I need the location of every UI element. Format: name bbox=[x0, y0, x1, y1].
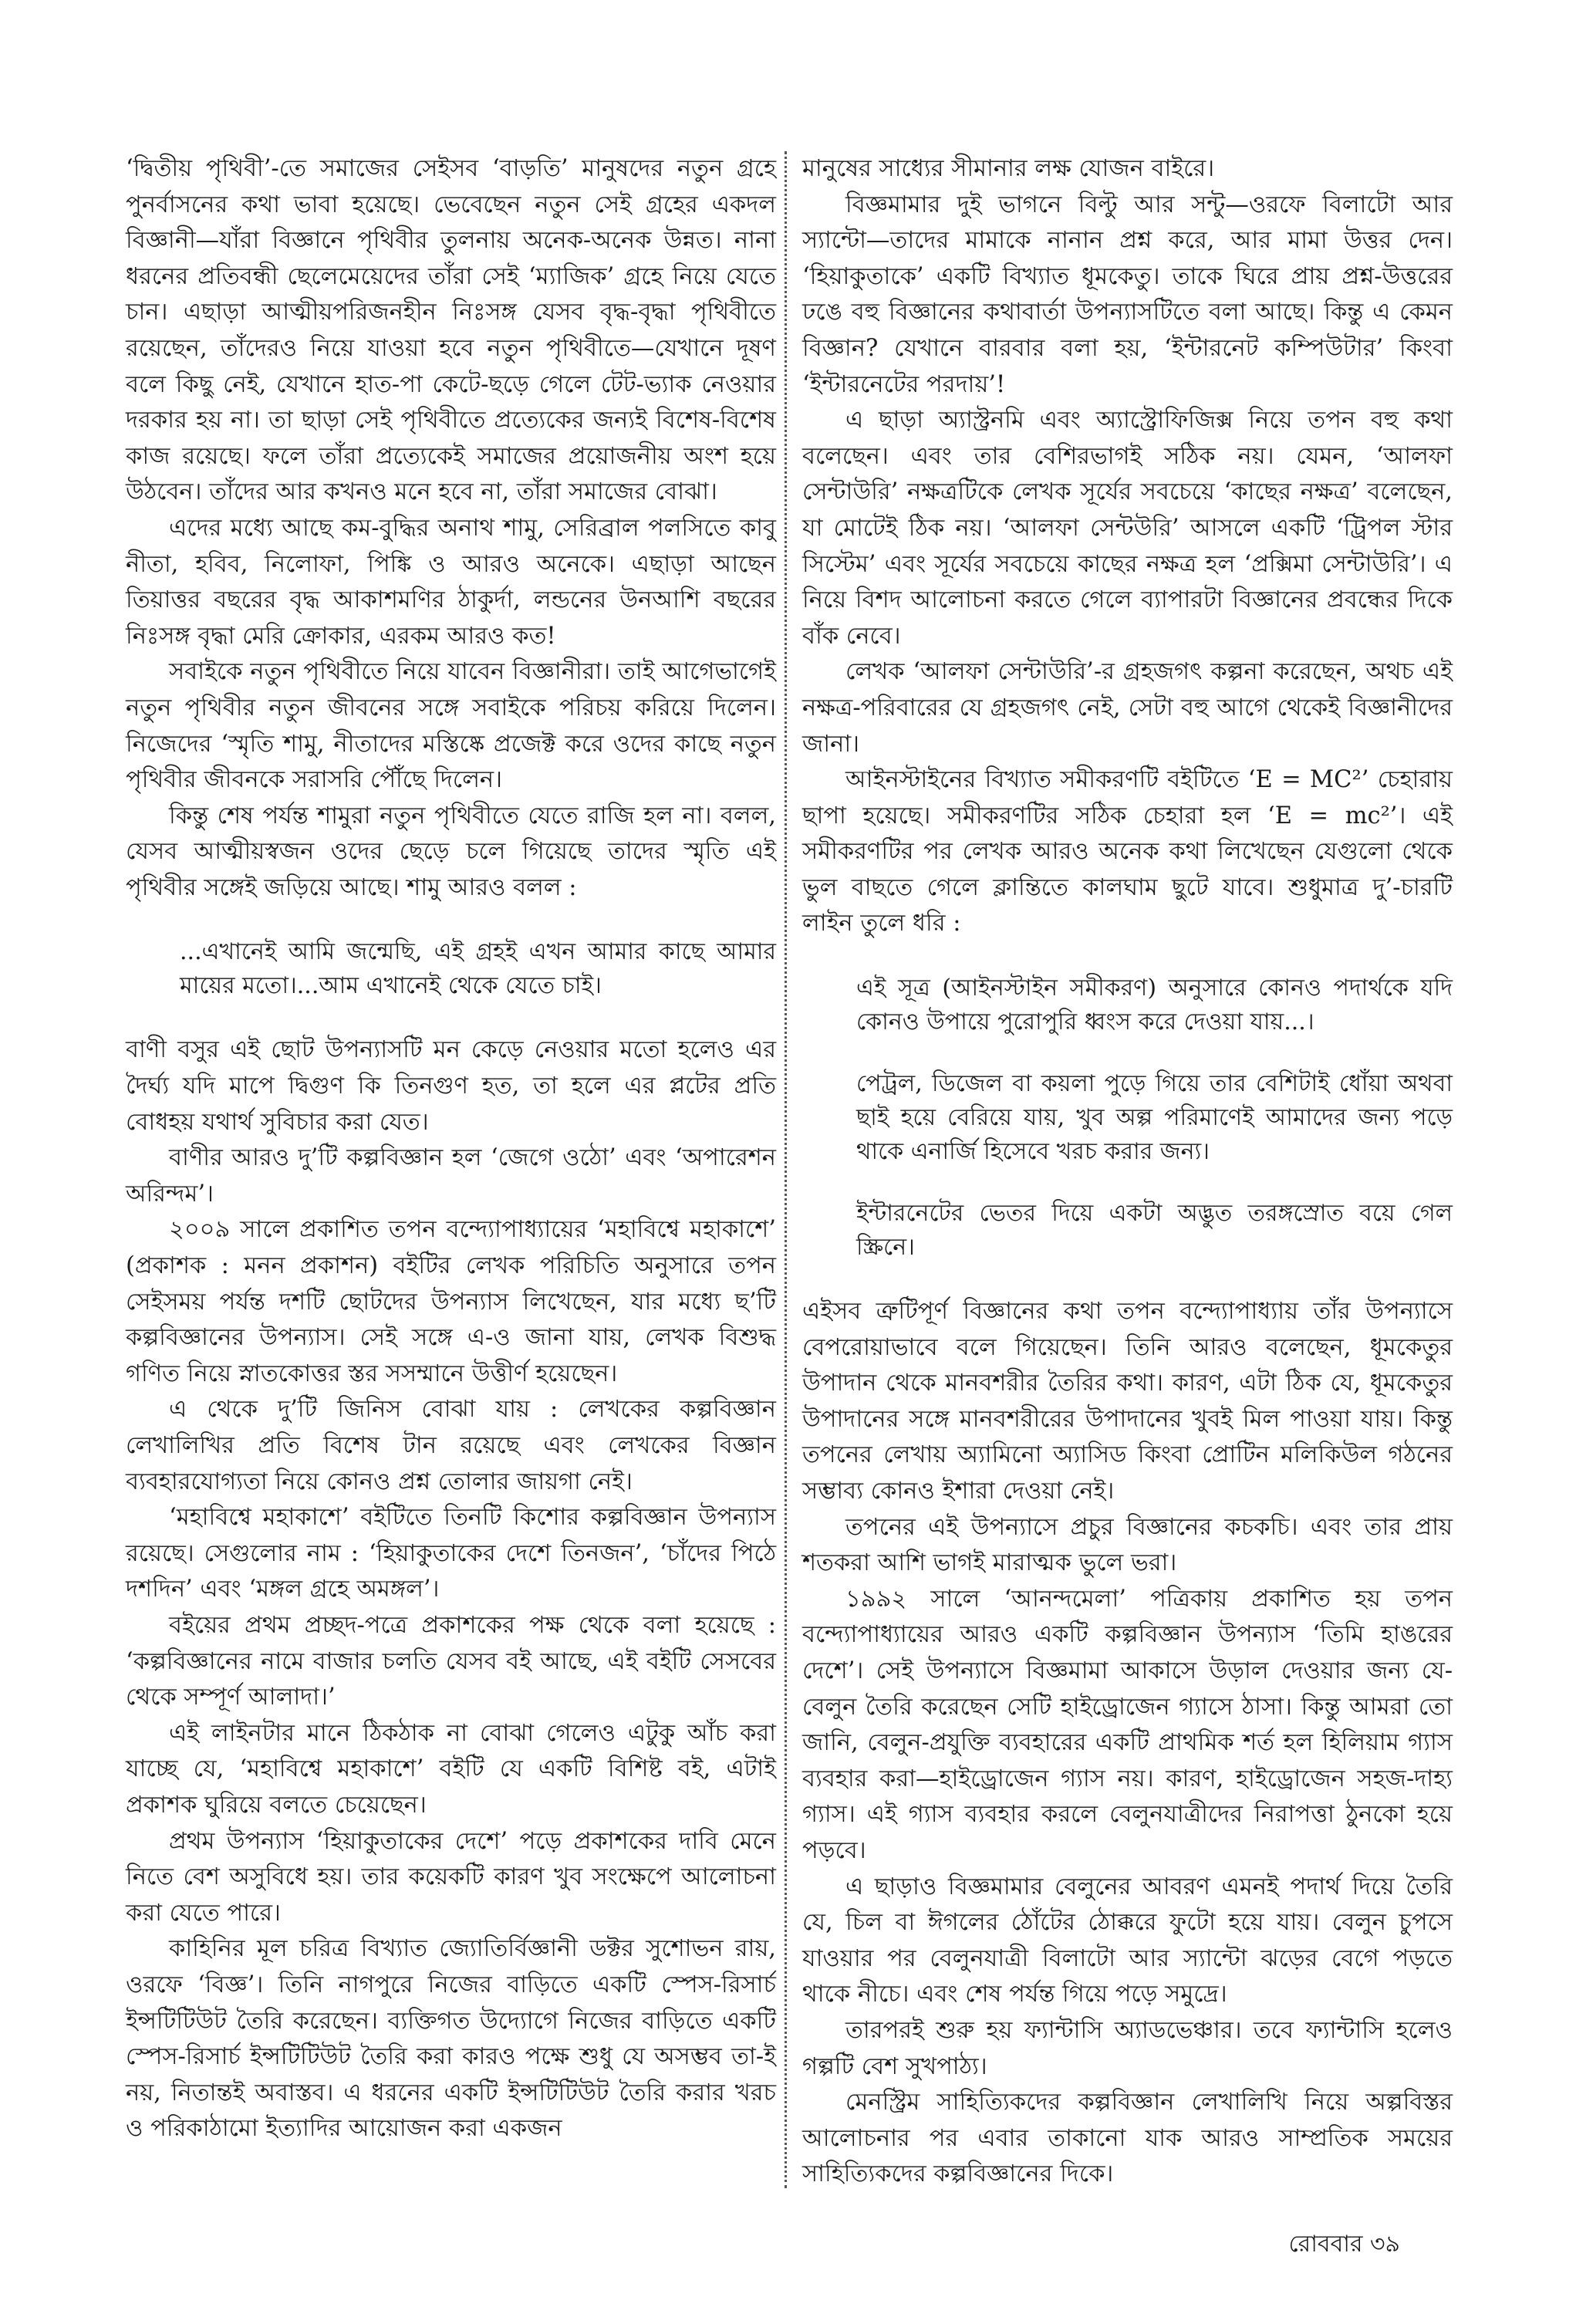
paragraph: এইসব ত্রুটিপূর্ণ বিজ্ঞানের কথা তপন বন্দ্যোপাধ্যায় তাঁর উপন্যাসে বেপরোয়াভাবে বলে গিয়েছেন। তিনি আরও বলেছেন, ধূমকেতুর উপাদান থেকে মানবশরীর তৈরির কথা। কারণ, এটা ঠিক যে, ধূমকেতুর উপাদানের সঙ্গে মানবশরীরের উপাদানের খুবই মিল পাওয়া যায়। কিন্তু তপনের লেখায় অ্যামিনো অ্যাসিড কিংবা প্রোটিন মলিকিউল গঠনের সম্ভাব্য কোনও ইশারা দেওয়া নেই। bbox=[802, 1298, 1453, 1505]
left-column bbox=[126, 151, 776, 2147]
paragraph: এ ছাড়াও বিজ্ঞমামার বেলুনের আবরণ এমনই পদার্থ দিয়ে তৈরি যে, চিল বা ঈগলের ঠোঁটের ঠোক্করে ফুটো হয়ে যায়। বেলুন চুপসে যাওয়ার পর বেলুনযাত্রী বিলাটো আর স্যান্টো ঝড়ের বেগে পড়তে থাকে নীচে। এবং শেষ পর্যন্ত গিয়ে পড়ে সমুদ্রে। bbox=[802, 1873, 1453, 2008]
paragraph: কিন্তু শেষ পর্যন্ত শামুরা নতুন পৃথিবীতে যেতে রাজি হল না। বলল, যেসব আত্মীয়স্বজন ওদের ছেড়ে চলে গিয়েছে তাদের স্মৃতি এই পৃথিবীর সঙ্গেই জড়িয়ে আছে। শামু আরও বলল : bbox=[126, 802, 776, 901]
quote-text: পেট্রল, ডিজেল বা কয়লা পুড়ে গিয়ে তার বেশিটাই ধোঁয়া অথবা ছাই হয়ে বেরিয়ে যায়, খুব অল্প পরিমাণেই আমাদের জন্য পড়ে থাকে এনার্জি হিসেবে খরচ করার জন্য। bbox=[856, 1070, 1453, 1166]
quote-text: ...এখানেই আমি জন্মেছি, এই গ্রহই এখন আমার কাছে আমার মায়ের মতো।...আম এখানেই থেকে যেতে চাই। bbox=[180, 938, 776, 1000]
paragraph: বিজ্ঞমামার দুই ভাগনে বিল্টু আর সন্টু—ওরফে বিলাটো আর স্যান্টো—তাদের মামাকে নানান প্রশ্ন করে, আর মামা উত্তর দেন। ‘হিয়াকুতাকে’ একটি বিখ্যাত ধূমকেতু। তাকে ঘিরে প্রায় প্রশ্ন-উত্তরের ঢঙে বহু বিজ্ঞানের কথাবার্তা উপন্যাসটিতে বলা আছে। কিন্তু এ কেমন বিজ্ঞান? যেখানে বারবার বলা হয়, ‘ইন্টারনেট কম্পিউটার’ কিংবা ‘ইন্টারনেটের পরদায়’! bbox=[802, 191, 1453, 398]
paragraph: ‘মহাবিশ্বে মহাকাশে’ বইটিতে তিনটি কিশোর কল্পবিজ্ঞান উপন্যাস রয়েছে। সেগুলোর নাম : ‘হিয়াকুতাকের দেশে তিনজন’, ‘চাঁদের পিঠে দশদিন’ এবং ‘মঙ্গল গ্রহে অমঙ্গল’। bbox=[126, 1504, 776, 1603]
paragraph: এ ছাড়া অ্যাস্ট্রনমি এবং অ্যাস্ট্রোফিজিক্স নিয়ে তপন বহু কথা বলেছেন। এবং তার বেশিরভাগই সঠিক নয়। যেমন, ‘আলফা সেন্টাউরি’ নক্ষত্রটিকে লেখক সূর্যের সবচেয়ে ‘কাছের নক্ষত্র’ বলেছেন, যা মোটেই ঠিক নয়। ‘আলফা সেন্টউরি’ আসলে একটি ‘ট্রিপল স্টার সিস্টেম’ এবং সূর্যের সবচেয়ে কাছের নক্ষত্র হল ‘প্রক্সিমা সেন্টাউরি’। এ নিয়ে বিশদ আলোচনা করতে গেলে ব্যাপারটা বিজ্ঞানের প্রবন্ধের দিকে বাঁক নেবে। bbox=[802, 407, 1453, 650]
paragraph: মানুষের সাধ্যের সীমানার লক্ষ যোজন বাইরে। bbox=[802, 155, 1215, 182]
paragraph: এই লাইনটার মানে ঠিকঠাক না বোঝা গেলেও এটুকু আঁচ করা যাচ্ছে যে, ‘মহাবিশ্বে মহাকাশে’ বইটি যে একটি বিশিষ্ট বই, এটাই প্রকাশক ঘুরিয়ে বলতে চেয়েছেন। bbox=[126, 1719, 776, 1819]
paragraph: ১৯৯২ সালে ‘আনন্দমেলা’ পত্রিকায় প্রকাশিত হয় তপন বন্দ্যোপাধ্যায়ের আরও একটি কল্পবিজ্ঞান উপন্যাস ‘তিমি হাঙরের দেশে’। সেই উপন্যাসে বিজ্ঞমামা আকাসে উড়াল দেওয়ার জন্য যে-বেলুন তৈরি করেছেন সেটি হাইড্রোজেন গ্যাসে ঠাসা। কিন্তু আমরা তো জানি, বেলুন-প্রযুক্তি ব্যবহারের একটি প্রাথমিক শর্ত হল হিলিয়াম গ্যাস ব্যবহার করা—হাইড্রোজেন গ্যাস নয়। কারণ, হাইড্রোজেন সহজ-দাহ্য গ্যাস। এই গ্যাস ব্যবহার করলে বেলুনযাত্রীদের নিরাপত্তা ঠুনকো হয়ে পড়বে। bbox=[802, 1585, 1453, 1864]
paragraph: এ থেকে দু’টি জিনিস বোঝা যায় : লেখকের কল্পবিজ্ঞান লেখালিখির প্রতি বিশেষ টান রয়েছে এবং লেখকের বিজ্ঞান ব্যবহারযোগ্যতা নিয়ে কোনও প্রশ্ন তোলার জায়গা নেই। bbox=[126, 1396, 776, 1495]
column-divider bbox=[785, 151, 787, 2188]
paragraph: এদের মধ্যে আছে কম-বুদ্ধির অনাথ শামু, সেরিব্রাল পলসিতে কাবু নীতা, হবিব, নিলোফা, পিঙ্কি ও আরও অনেকে। এছাড়া আছেন তিয়াত্তর বছরের বৃদ্ধ আকাশমণির ঠাকুর্দা, লন্ডনের উনআশি বছরের নিঃসঙ্গ বৃদ্ধা মেরি ক্রোকার, এরকম আরও কত! bbox=[126, 514, 776, 650]
paragraph: কাহিনির মূল চরিত্র বিখ্যাত জ্যোতির্বিজ্ঞানী ডক্টর সুশোভন রায়, ওরফে ‘বিজ্ঞ’। তিনি নাগপুরে নিজের বাড়িতে একটি স্পেস-রিসার্চ ইন্সটিটিউট তৈরি করেছেন। ব্যক্তিগত উদ্যোগে নিজের বাড়িতে একটি স্পেস-রিসার্চ ইন্সটিটিউট তৈরি করা কারও পক্ষে শুধু যে অসম্ভব তা-ই নয়, নিতান্তই অবাস্তব। এ ধরনের একটি ইন্সটিটিউট তৈরি করার খরচ ও পরিকাঠামো ইত্যাদির আয়োজন করা একজন bbox=[126, 1935, 776, 2143]
paragraph: বাণী বসুর এই ছোট উপন্যাসটি মন কেড়ে নেওয়ার মতো হলেও এর দৈর্ঘ্য যদি মাপে দ্বিগুণ কি তিনগুণ হত, তা হলে এর প্লটের প্রতি বোধহয় যথার্থ সুবিচার করা যেত। bbox=[126, 1036, 776, 1136]
quote-text: ইন্টারনেটের ভেতর দিয়ে একটা অদ্ভুত তরঙ্গস্রোত বয়ে গেল স্ক্রিনে। bbox=[856, 1200, 1453, 1262]
paragraph: তারপরই শুরু হয় ফ্যান্টাসি অ্যাডভেঞ্চার। তবে ফ্যান্টাসি হলেও গল্পটি বেশ সুখপাঠ্য। bbox=[802, 2016, 1453, 2080]
page-footer: রোববার ৩৯ bbox=[1288, 2231, 1400, 2258]
quote-text: এই সূত্র (আইনস্টাইন সমীকরণ) অনুসারে কোনও পদার্থকে যদি কোনও উপায়ে পুরোপুরি ধ্বংস করে দেওয়া যায়...। bbox=[856, 975, 1453, 1036]
paragraph: তপনের এই উপন্যাসে প্রচুর বিজ্ঞানের কচকচি। এবং তার প্রায় শতকরা আশি ভাগই মারাত্মক ভুলে ভরা। bbox=[802, 1513, 1453, 1577]
paragraph: লেখক ‘আলফা সেন্টাউরি’-র গ্রহজগৎ কল্পনা করেছেন, অথচ এই নক্ষত্র-পরিবারের যে গ্রহজগৎ নেই, সেটা বহু আগে থেকেই বিজ্ঞানীদের জানা। bbox=[802, 658, 1453, 758]
right-column bbox=[802, 151, 1453, 2193]
paragraph: আইনস্টাইনের বিখ্যাত সমীকরণটি বইটিতে ‘E = MC²’ চেহারায় ছাপা হয়েছে। সমীকরণটির সঠিক চেহারা হল ‘E = mc²’। এই সমীকরণটির পর লেখক আরও অনেক কথা লিখেছেন যেগুলো থেকে ভুল বাছতে গেলে ক্লান্তিতে কালঘাম ছুটে যাবে। শুধুমাত্র দু’-চারটি লাইন তুলে ধরি : bbox=[802, 766, 1453, 937]
block-quote bbox=[180, 935, 776, 1003]
paragraph: সবাইকে নতুন পৃথিবীতে নিয়ে যাবেন বিজ্ঞানীরা। তাই আগেভাগেই নতুন পৃথিবীর নতুন জীবনের সঙ্গে সবাইকে পরিচয় করিয়ে দিলেন। নিজেদের ‘স্মৃতি শামু, নীতাদের মস্তিষ্কে প্রজেক্ট করে ওদের কাছে নতুন পৃথিবীর জীবনকে সরাসরি পৌঁছে দিলেন। bbox=[126, 658, 776, 794]
paragraph: বইয়ের প্রথম প্রচ্ছদ-পত্রে প্রকাশকের পক্ষ থেকে বলা হয়েছে : ‘কল্পবিজ্ঞানের নামে বাজার চলতি যেসব বই আছে, এই বইটি সেসবের থেকে সম্পূর্ণ আলাদা।’ bbox=[126, 1611, 776, 1711]
paragraph: ‘দ্বিতীয় পৃথিবী’-তে সমাজের সেইসব ‘বাড়তি’ মানুষদের নতুন গ্রহে পুনর্বাসনের কথা ভাবা হয়েছে। ভেবেছেন নতুন সেই গ্রহের একদল বিজ্ঞানী—যাঁরা বিজ্ঞানে পৃথিবীর তুলনায় অনেক-অনেক উন্নত। নানা ধরনের প্রতিবন্ধী ছেলেমেয়েদের তাঁরা সেই ‘ম্যাজিক’ গ্রহে নিয়ে যেতে চান। এছাড়া আত্মীয়পরিজনহীন নিঃসঙ্গ যেসব বৃদ্ধ-বৃদ্ধা পৃথিবীতে রয়েছেন, তাঁদেরও নিয়ে যাওয়া হবে নতুন পৃথিবীতে—যেখানে দূষণ বলে কিছু নেই, যেখানে হাত-পা কেটে-ছড়ে গেলে টেট-ভ্যাক নেওয়ার দরকার হয় না। তা ছাড়া সেই পৃথিবীতে প্রত্যেকের জন্যই বিশেষ-বিশেষ কাজ রয়েছে। ফলে তাঁরা প্রত্যেকেই সমাজের প্রয়োজনীয় অংশ হয়ে উঠবেন। তাঁদের আর কখনও মনে হবে না, তাঁরা সমাজের বোঝা। bbox=[126, 155, 776, 506]
paragraph: বাণীর আরও দু’টি কল্পবিজ্ঞান হল ‘জেগে ওঠো’ এবং ‘অপারেশন অরিন্দম’। bbox=[126, 1144, 776, 1208]
block-quote bbox=[856, 971, 1453, 1265]
paragraph: ২০০৯ সালে প্রকাশিত তপন বন্দ্যোপাধ্যায়ের ‘মহাবিশ্বে মহাকাশে’ (প্রকাশক : মনন প্রকাশন) বইটির লেখক পরিচিতি অনুসারে তপন সেইসময় পর্যন্ত দশটি ছোটদের উপন্যাস লিখেছেন, যার মধ্যে ছ’টি কল্পবিজ্ঞানের উপন্যাস। সেই সঙ্গে এ-ও জানা যায়, লেখক বিশুদ্ধ গণিত নিয়ে স্নাতকোত্তর স্তর সসম্মানে উত্তীর্ণ হয়েছেন। bbox=[126, 1216, 776, 1387]
paragraph: মেনস্ট্রিম সাহিত্যিকদের কল্পবিজ্ঞান লেখালিখি নিয়ে অল্পবিস্তর আলোচনার পর এবার তাকানো যাক আরও সাম্প্রতিক সময়ের সাহিত্যিকদের কল্পবিজ্ঞানের দিকে। bbox=[802, 2089, 1453, 2188]
paragraph: প্রথম উপন্যাস ‘হিয়াকুতাকের দেশে’ পড়ে প্রকাশকের দাবি মেনে নিতে বেশ অসুবিধে হয়। তার কয়েকটি কারণ খুব সংক্ষেপে আলোচনা করা যেতে পারে। bbox=[126, 1827, 776, 1927]
